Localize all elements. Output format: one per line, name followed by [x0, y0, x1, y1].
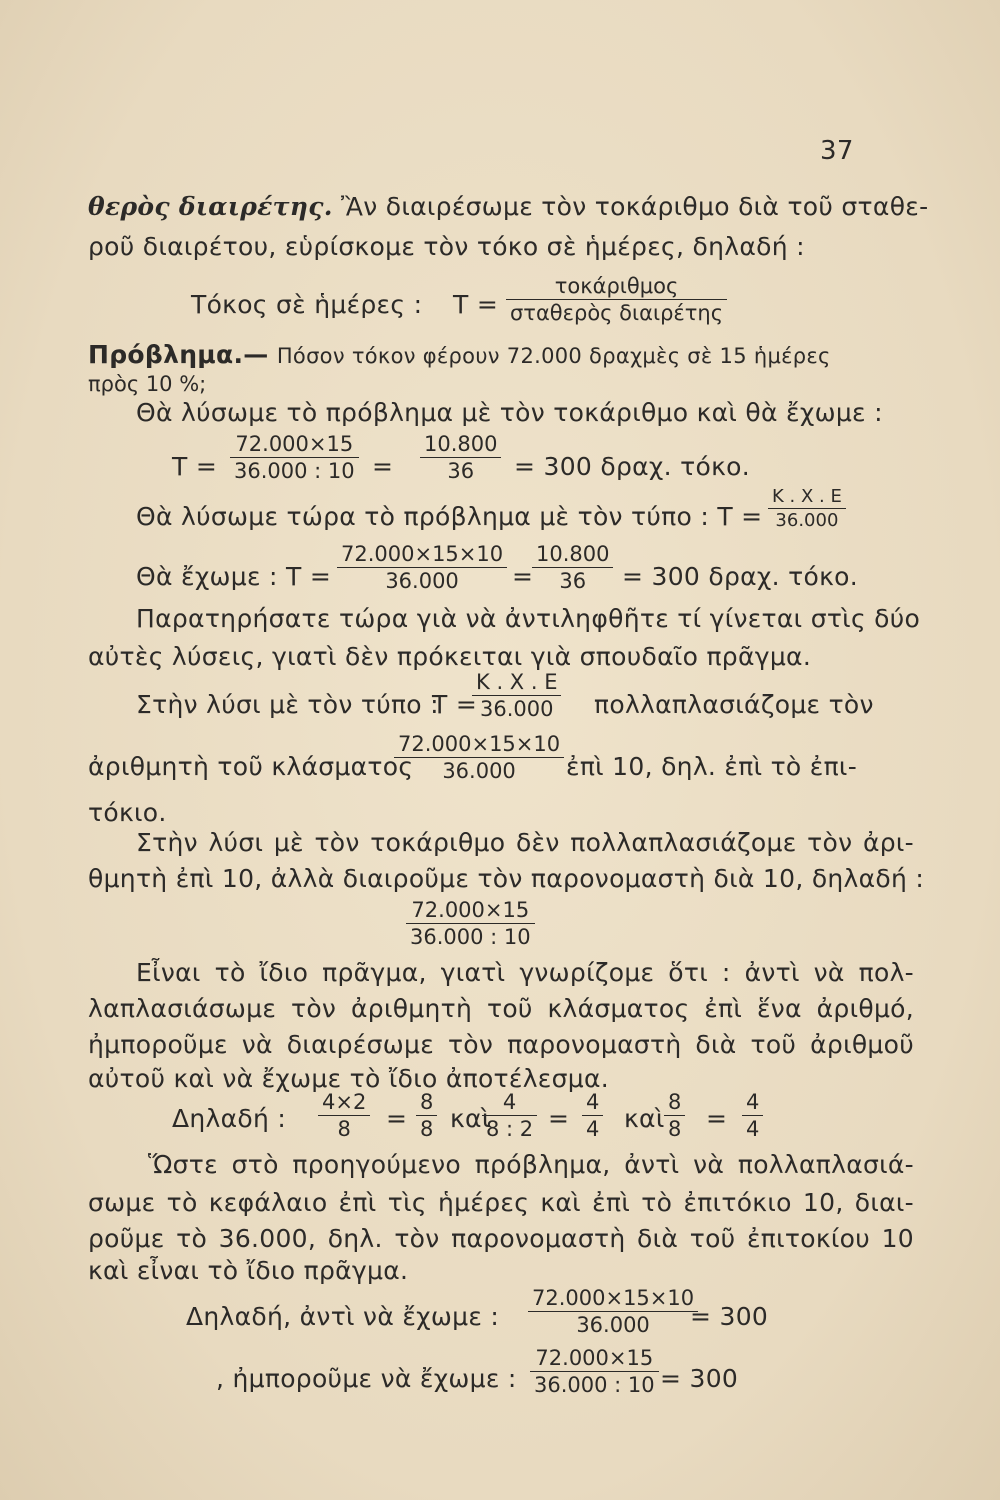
fraction [230, 432, 359, 483]
fraction [532, 542, 613, 593]
fraction [406, 898, 535, 949]
paragraph-text: ἐπὶ 10, δηλ. ἐπὶ τὸ ἐπι- [566, 752, 858, 781]
fraction [482, 1090, 537, 1141]
denominator: 4 [746, 1117, 760, 1141]
paragraph-line: ροῦ διαιρέτου, εὑρίσκομε τὸν τόκο σὲ ἡμέρες, δηλαδή : [88, 232, 805, 261]
paragraph-text: Στὴν λύσι μὲ τὸν τύπο : [136, 690, 439, 719]
denominator: σταθερὸς διαιρέτης [510, 301, 724, 325]
equals-sign: = [512, 562, 534, 591]
paragraph-text: Πόσον τόκον φέρουν 72.000 δραχμὲς σὲ 15 ἡμέρες [276, 344, 831, 368]
and-word: καὶ [624, 1104, 665, 1133]
paragraph-line: Θὰ λύσωμε τὸ πρόβλημα μὲ τὸν τοκάριθμο καὶ θὰ ἔχωμε : [136, 398, 883, 427]
numerator: 72.000×15×10 [528, 1286, 698, 1312]
denominator: 36.000 : 10 [234, 459, 355, 483]
result-text: = 300 δραχ. τόκο. [622, 562, 858, 591]
result-text: = 300 δραχ. τόκο. [514, 452, 750, 481]
numerator: 72.000×15×10 [337, 542, 507, 568]
denominator: 36.000 [442, 759, 516, 783]
paragraph-line: λαπλασιάσωμε τὸν ἀριθμητὴ τοῦ κλάσματος ἐπὶ ἕνα ἀριθμό, [88, 994, 914, 1023]
numerator: 72.000×15 [530, 1346, 659, 1372]
formula-lhs: Τ = [432, 690, 478, 719]
numerator: 4 [582, 1090, 603, 1116]
numerator: 10.800 [420, 432, 501, 458]
fraction [472, 670, 561, 721]
paragraph-line: ροῦμε τὸ 36.000, δηλ. τὸν παρονομαστὴ διὰ τοῦ ἐπιτοκίου 10 [88, 1224, 914, 1253]
denominator: 8 [668, 1117, 682, 1141]
denominator: 8 : 2 [486, 1117, 534, 1141]
fraction [664, 1090, 685, 1141]
fraction [530, 1346, 659, 1397]
fraction [528, 1286, 698, 1337]
paragraph-line: σωμε τὸ κεφάλαιο ἐπὶ τὶς ἡμέρες καὶ ἐπὶ τὸ ἐπιτόκιο 10, διαι- [88, 1188, 914, 1217]
example-label: Δηλαδή : [172, 1104, 287, 1133]
fraction [506, 274, 727, 325]
problem-label: Πρόβλημα.— [88, 340, 269, 369]
paragraph-line: καὶ εἶναι τὸ ἴδιο πρᾶγμα. [88, 1256, 409, 1285]
fraction [394, 732, 564, 783]
paragraph-text: Δηλαδή, ἀντὶ νὰ ἔχωμε : [186, 1302, 500, 1331]
paragraph-line: Στὴν λύσι μὲ τὸν τοκάριθμο δὲν πολλαπλασιάζομε τὸν ἀρι- [136, 828, 914, 857]
paragraph-line [88, 340, 831, 369]
numerator: 8 [664, 1090, 685, 1116]
paragraph-text: ἀριθμητὴ τοῦ κλάσματος [88, 752, 414, 781]
numerator: 72.000×15 [406, 898, 535, 924]
formula-lhs: Τ = [172, 452, 218, 481]
formula-lhs: Τ = [453, 290, 499, 319]
denominator: 36.000 : 10 [410, 925, 531, 949]
numerator: Κ . Χ . Ε [768, 486, 846, 509]
paragraph-line: Θὰ ἔχωμε : Τ = [136, 562, 332, 591]
equals-sign: = [548, 1104, 570, 1133]
numerator: 10.800 [532, 542, 613, 568]
fraction [337, 542, 507, 593]
denominator: 8 [420, 1117, 434, 1141]
paragraph-line [88, 192, 929, 221]
paragraph-line: θμητὴ ἐπὶ 10, ἀλλὰ διαιροῦμε τὸν παρονομαστὴ διὰ 10, δηλαδή : [88, 864, 925, 893]
denominator: 4 [586, 1117, 600, 1141]
paragraph-line: αὐτὲς λύσεις, γιατὶ δὲν πρόκειται γιὰ σπουδαῖο πρᾶγμα. [88, 642, 812, 671]
denominator: 36.000 [576, 1313, 650, 1337]
term-label: θερὸς διαιρέτης. [88, 192, 333, 221]
fraction [742, 1090, 763, 1141]
fraction [318, 1090, 370, 1141]
equals-sign: = [386, 1104, 408, 1133]
paragraph-text: Ἂν διαιρέσωμε τὸν τοκάριθμο διὰ τοῦ σταθε- [341, 192, 929, 221]
numerator: 4 [742, 1090, 763, 1116]
denominator: 36 [447, 459, 475, 483]
numerator: 72.000×15×10 [394, 732, 564, 758]
fraction [582, 1090, 603, 1141]
numerator: 72.000×15 [230, 432, 359, 458]
paragraph-text: πολλαπλασιάζομε τὸν [594, 690, 874, 719]
paragraph-line: αὐτοῦ καὶ νὰ ἔχωμε τὸ ἴδιο ἀποτέλεσμα. [88, 1064, 609, 1093]
denominator: 36.000 [480, 697, 554, 721]
result-text: = 300 [660, 1364, 739, 1393]
paragraph-text: , ἠμποροῦμε νὰ ἔχωμε : [216, 1364, 517, 1393]
paragraph-text: τόκιο. [88, 798, 167, 827]
numerator: 4×2 [318, 1090, 370, 1116]
denominator: 36.000 : 10 [534, 1373, 655, 1397]
paragraph-line: ἠμποροῦμε νὰ διαιρέσωμε τὸν παρονομαστὴ διὰ τοῦ ἀριθμοῦ [88, 1030, 914, 1059]
numerator: 8 [416, 1090, 437, 1116]
paragraph-line: Ὥστε στὸ προηγούμενο πρόβλημα, ἀντὶ νὰ πολλαπλασιά- [148, 1150, 914, 1179]
and-word: καὶ [450, 1104, 491, 1133]
fraction [420, 432, 501, 483]
fraction [768, 486, 846, 531]
denominator: 36.000 [385, 569, 459, 593]
numerator: Κ . Χ . Ε [472, 670, 561, 696]
denominator: 8 [337, 1117, 351, 1141]
denominator: 36.000 [775, 510, 839, 531]
paragraph-line: Εἶναι τὸ ἴδιο πρᾶγμα, γιατὶ γνωρίζομε ὅτι : ἀντὶ νὰ πολ- [136, 958, 914, 987]
paragraph-line: Θὰ λύσωμε τώρα τὸ πρόβλημα μὲ τὸν τύπο : Τ = [136, 502, 763, 531]
denominator: 36 [559, 569, 587, 593]
equals-sign: = [372, 452, 394, 481]
paragraph-line: Παρατηρήσατε τώρα γιὰ νὰ ἀντιληφθῆτε τί γίνεται στὶς δύο [136, 604, 921, 633]
paragraph-line: πρὸς 10 %; [88, 372, 207, 396]
formula-label: Τόκος σὲ ἡμέρες : [191, 290, 423, 319]
result-text: = 300 [690, 1302, 769, 1331]
numerator: 4 [482, 1090, 537, 1116]
equals-sign: = [706, 1104, 728, 1133]
page-number: 37 [820, 136, 854, 166]
numerator: τοκάριθμος [506, 274, 727, 300]
fraction [416, 1090, 437, 1141]
